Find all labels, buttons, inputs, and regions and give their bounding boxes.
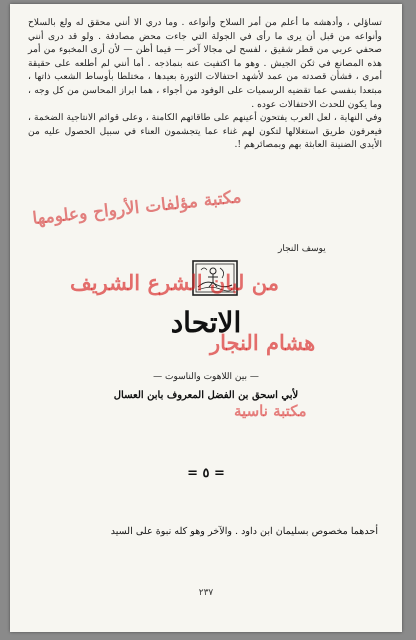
section-title: الاتحاد bbox=[170, 306, 242, 339]
page-number: ٢٣٧ bbox=[198, 588, 214, 598]
article-body bbox=[28, 16, 382, 152]
author-signature: يوسف النجار bbox=[278, 244, 326, 254]
watermark-text: من لبان الشرع الشريف bbox=[70, 270, 279, 295]
watermark-text: مكتبة مؤلفات الأرواح وعلومها bbox=[31, 187, 243, 229]
body-line: أحدهما مخصوص بسليمان ابن داود . والآخر وهو كله نبوة على السيد bbox=[110, 526, 378, 537]
paragraph: تساؤلي ، وأدهشه ما أعلم من أمر السلاح وأنواعه . وما دري الا أنني محقق له ولع بالسلاح وأنواعه من قبل أن يرى ما رأى في الجولة التي جاءت محض مصادفة . ولو قد درى أنني صحفي عربي من قطر شقيق ، لفسح لي مجالا آخر — فيما أظن — لأن أرى المخبوء من أمر هذه المصانع في ثكن الجيش . وهو ما اكتفيت عنه بنماذجه . أما أنني لم أطلعه على حقيقة أمري ، فشأن قصدته من عمد لأشهد احتفالات الثورة بعيدها ، مختلطا بأوساط الشعب ذاتها ، مبتعدا بنفسي عما تقضيه الرسميات على الوفود من أجواء ، هما ابراز المحاسن من كل وجه ، وما يكون للحدث الاحتفالات عوده . bbox=[28, 17, 382, 110]
section-number: = ٥ = bbox=[187, 466, 225, 481]
paragraph: وفي النهاية ، لعل العرب يفتحون أعينهم على طاقاتهم الكامنة ، وعلى قوائم الانتاجية الضخمة ، فيعرفون طريق استغلالها لتكون لهم غناء عما يتجشمون العناء في سبيل الحصول عليه من الأيدي الضنينة العابثة بهم وبمصائرهم !. bbox=[28, 112, 382, 151]
document-page bbox=[10, 4, 402, 632]
section-author: لأبي اسحق بن الفضل المعروف بابن العسال bbox=[113, 390, 299, 401]
watermark-text: هشام النجار bbox=[210, 330, 316, 355]
section-subtitle: — بين اللاهوت والناسوت — bbox=[153, 372, 259, 382]
watermark-text: مكتبة ناسية bbox=[234, 402, 307, 420]
